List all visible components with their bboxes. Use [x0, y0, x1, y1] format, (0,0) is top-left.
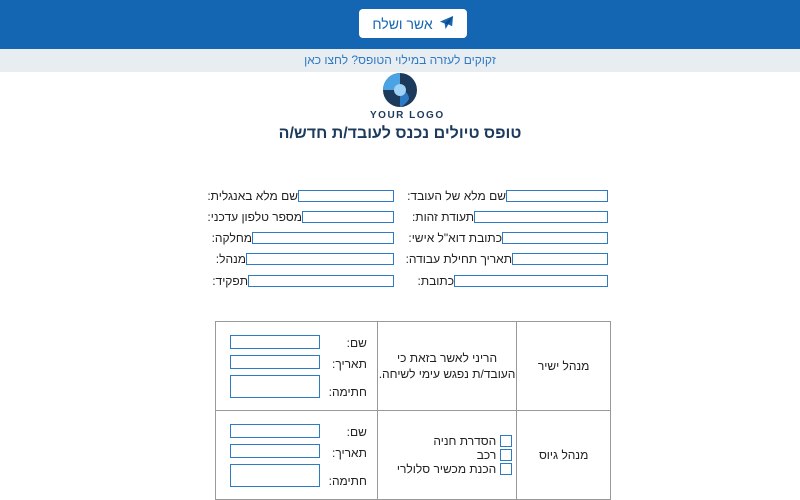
field-label: תעודת זהות: [411, 210, 474, 224]
date-label: תאריך: [332, 357, 367, 371]
company-logo [370, 72, 445, 122]
field-label: מחלקה: [211, 231, 252, 245]
field-label: תאריך תחילת עבודה: [405, 252, 512, 266]
checkbox[interactable] [500, 463, 512, 475]
approval-statement: הריני לאשר בזאת כי העובד/ת נפגש עימי לשיחה. [377, 322, 516, 411]
field-label: שם מלא באנגלית: [207, 189, 298, 203]
form-title: טופס טיולים נכנס לעובד/ת חדש/ה [278, 125, 522, 142]
start-date-input[interactable] [512, 253, 608, 265]
department-input[interactable] [252, 232, 394, 244]
recruitment-manager-signature-input[interactable] [230, 464, 320, 487]
field-start-date [404, 253, 608, 265]
send-icon [439, 15, 454, 33]
help-link[interactable]: זקוקים לעזרה במילוי הטופס? לחצו כאן [304, 53, 496, 67]
direct-manager-name-input[interactable] [230, 335, 320, 349]
signature-label: חתימה: [328, 474, 367, 488]
approve-and-send-label: אשר ושלח [372, 15, 433, 32]
field-label: מנהל: [215, 252, 246, 266]
check-label: רכב [476, 448, 497, 462]
signature-cell [216, 411, 378, 500]
date-label: תאריך: [332, 446, 367, 460]
logo-icon [382, 72, 418, 108]
address-input[interactable] [454, 275, 608, 287]
field-label: שם מלא של העובד: [407, 189, 506, 203]
help-bar [0, 49, 800, 72]
name-label: שם: [346, 336, 367, 350]
checkbox[interactable] [500, 435, 512, 447]
field-label: תפקיד: [212, 274, 248, 288]
check-label: הכנת מכשיר סלולרי [396, 462, 497, 476]
field-label: מספר טלפון עדכני: [207, 210, 302, 224]
check-item-parking[interactable] [378, 434, 512, 448]
recruitment-manager-name-input[interactable] [230, 424, 320, 438]
field-manager [214, 253, 394, 265]
english-full-name-input[interactable] [298, 190, 394, 202]
logo-text: YOUR LOGO [370, 110, 445, 121]
field-department [210, 232, 394, 244]
direct-manager-date-input[interactable] [230, 355, 320, 369]
field-id-number [410, 211, 608, 223]
field-label: כתובת: [417, 274, 454, 288]
table-row [216, 411, 611, 500]
direct-manager-signature-input[interactable] [230, 375, 320, 398]
field-personal-email [406, 232, 608, 244]
check-item-car[interactable] [378, 448, 512, 462]
approve-and-send-button[interactable] [359, 9, 467, 38]
id-number-input[interactable] [474, 211, 608, 223]
top-toolbar [0, 0, 800, 49]
job-title-input[interactable] [248, 275, 394, 287]
check-item-phone[interactable] [378, 462, 512, 476]
employee-full-name-input[interactable] [506, 190, 608, 202]
role-recruitment-manager: מנהל גיוס [517, 411, 611, 500]
recruitment-manager-date-input[interactable] [230, 444, 320, 458]
personal-email-input[interactable] [502, 232, 608, 244]
approvals-table [215, 321, 611, 500]
role-direct-manager: מנהל ישיר [517, 322, 611, 411]
checklist-cell [377, 411, 516, 500]
signature-cell [216, 322, 378, 411]
name-label: שם: [346, 425, 367, 439]
field-label: כתובת דוא"ל אישי: [408, 231, 502, 245]
field-address [415, 275, 608, 287]
field-job-title [210, 275, 394, 287]
check-label: הסדרת חניה [433, 434, 497, 448]
field-english-full-name [205, 190, 394, 202]
checkbox[interactable] [500, 449, 512, 461]
manager-input[interactable] [246, 253, 394, 265]
field-employee-full-name [405, 190, 608, 202]
table-row [216, 322, 611, 411]
field-phone-number [205, 211, 394, 223]
signature-label: חתימה: [328, 385, 367, 399]
phone-number-input[interactable] [302, 211, 394, 223]
